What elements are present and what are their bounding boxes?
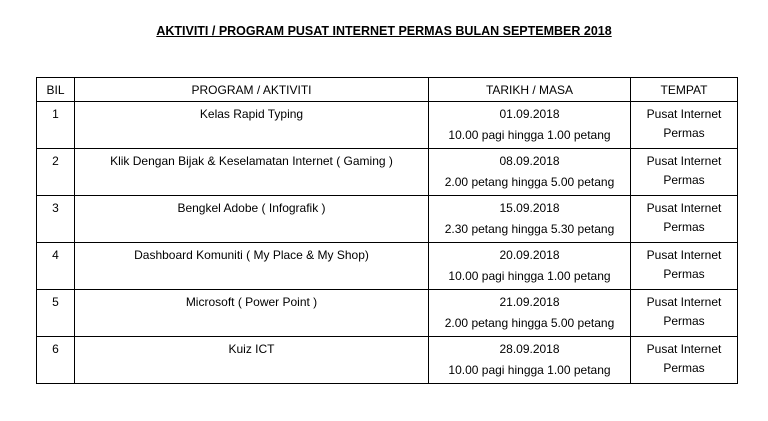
program-name: Kelas Rapid Typing [199, 107, 304, 121]
row-number: 5 [52, 295, 59, 309]
table-row [37, 196, 738, 243]
place-cell [631, 290, 738, 337]
row-number-cell [37, 102, 75, 149]
row-number: 6 [52, 342, 59, 356]
event-time: 2.00 petang hingga 5.00 petang [444, 316, 615, 330]
row-number: 1 [52, 107, 59, 121]
row-number: 2 [52, 154, 59, 168]
row-number-cell [37, 337, 75, 384]
event-place: Pusat Internet Permas [646, 107, 722, 140]
event-place: Pusat Internet Permas [646, 295, 722, 328]
row-number-cell [37, 149, 75, 196]
event-place: Pusat Internet Permas [646, 201, 722, 234]
event-date: 21.09.2018 [499, 295, 560, 309]
header-date-time: TARIKH / MASA [429, 78, 631, 102]
event-time: 2.30 petang hingga 5.30 petang [444, 222, 615, 236]
event-place: Pusat Internet Permas [646, 248, 722, 281]
program-cell [75, 290, 429, 337]
header-program: PROGRAM / AKTIVITI [75, 78, 429, 102]
place-cell [631, 337, 738, 384]
program-name: Klik Dengan Bijak & Keselamatan Internet ( Gaming ) [110, 154, 393, 168]
table-header-row [37, 78, 738, 102]
date-time-cell [429, 196, 631, 243]
program-cell [75, 196, 429, 243]
event-time: 10.00 pagi hingga 1.00 petang [448, 128, 611, 142]
document-title: AKTIVITI / PROGRAM PUSAT INTERNET PERMAS BULAN SEPTEMBER 2018 [156, 24, 612, 38]
place-cell [631, 102, 738, 149]
table-row [37, 149, 738, 196]
program-name: Dashboard Komuniti ( My Place & My Shop) [134, 248, 369, 262]
row-number: 3 [52, 201, 59, 215]
event-place: Pusat Internet Permas [646, 342, 722, 375]
date-time-cell [429, 149, 631, 196]
table-row [37, 290, 738, 337]
program-cell [75, 337, 429, 384]
activity-schedule-table [36, 77, 738, 384]
program-name: Bengkel Adobe ( Infografik ) [177, 201, 326, 215]
date-time-cell [429, 337, 631, 384]
program-cell [75, 243, 429, 290]
event-time: 2.00 petang hingga 5.00 petang [444, 175, 615, 189]
table-row [37, 102, 738, 149]
row-number-cell [37, 243, 75, 290]
event-date: 28.09.2018 [499, 342, 560, 356]
header-place: TEMPAT [631, 78, 738, 102]
program-name: Microsoft ( Power Point ) [185, 295, 318, 309]
event-time: 10.00 pagi hingga 1.00 petang [448, 269, 611, 283]
row-number-cell [37, 196, 75, 243]
table-row [37, 337, 738, 384]
event-date: 15.09.2018 [499, 201, 560, 215]
row-number: 4 [52, 248, 59, 262]
event-date: 08.09.2018 [499, 154, 560, 168]
header-bil: BIL [37, 78, 75, 102]
date-time-cell [429, 243, 631, 290]
date-time-cell [429, 102, 631, 149]
program-cell [75, 102, 429, 149]
place-cell [631, 243, 738, 290]
row-number-cell [37, 290, 75, 337]
event-date: 20.09.2018 [499, 248, 560, 262]
program-name: Kuiz ICT [228, 342, 275, 356]
event-date: 01.09.2018 [499, 107, 560, 121]
date-time-cell [429, 290, 631, 337]
table-row [37, 243, 738, 290]
program-cell [75, 149, 429, 196]
place-cell [631, 196, 738, 243]
event-place: Pusat Internet Permas [646, 154, 722, 187]
event-time: 10.00 pagi hingga 1.00 petang [448, 363, 611, 377]
place-cell [631, 149, 738, 196]
